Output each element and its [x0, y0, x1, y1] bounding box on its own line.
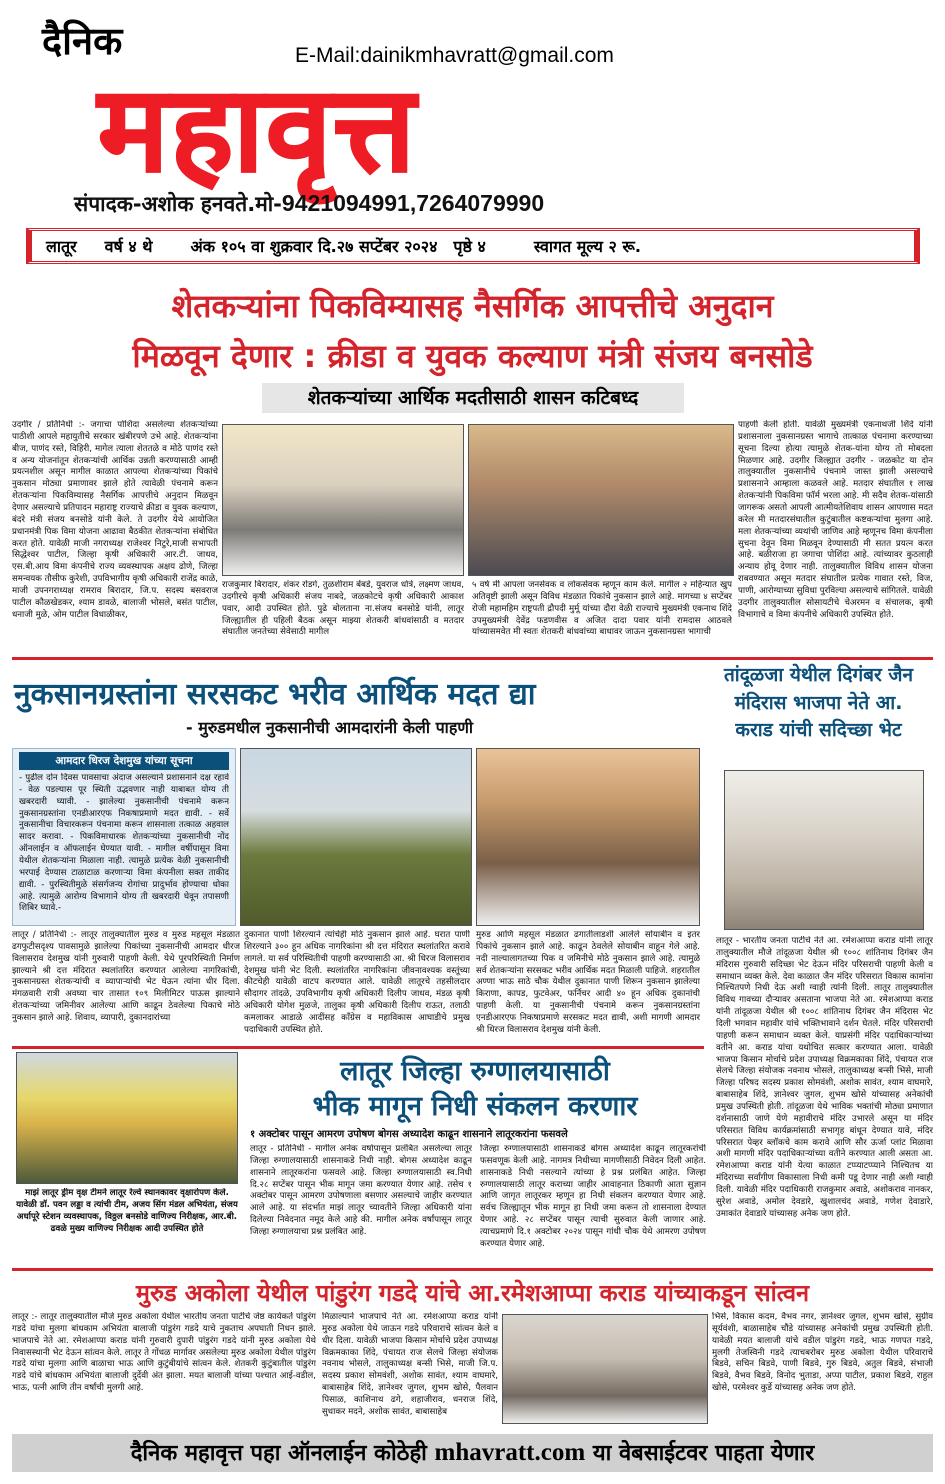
masthead-prefix: दैनिक: [42, 18, 123, 63]
story4-col2: जिल्हा रुग्णालयासाठी शासनाकडे बोगस अध्यादेश काढून लातूरकरांची फसवणूक केली आहे. नागमत्र निधीच्या मागणीसाठी निवेदन दिली आहेत. शासनाकडे निधी नसल्याने त्यांच्या हे प्रश्न प्रलंबित आहेत. जिल्हा रुग्णालयासाठी लातूर कराच्या जाहीर आवाहनात ठिकाणी आता सुज्ञान आणि जागृत लातूरकर म्हणून हा निधी संकलन करण्यात येणार आहे. सर्वच जिल्ह्यातून भीक मागून हा निधी जमा करून तो शासनाला देण्यात येणार आहे. २८ सप्टेंबर पासून त्याची सुरुवात केली जाणार आहे. त्याचप्रमाणे दि.१ अक्टोबर २०२४ पासून गांधी चौक येथे आमरण उपोषण करण्यात येणार आहे.: [480, 1144, 706, 1249]
story4-col1: लातूर - प्रतिनिधी - मागील अनेक वर्षापासून प्रलंबित असलेल्या लातूर जिल्हा रुग्णालयासाठी शासनाकडे निधी नाही. बोगस अध्यादेश काढून शासनाने लातूरकरांना फसवले आहे. जिल्हा रुग्णालयासाठी स्व.निधी दि.२८ सप्टेंबर पासून भीक मागून जमा करण्यात येणार आहे. तसेच १ अक्टोबर पासून आमरण उपोषणाला बसणार असल्याचे जाहीर करण्यात आले आहे. या संदर्भात माझं लातूर च्यावतीने जिल्हा अधिकारी यांना दिलेल्या निवेदनात नमूद केले आहे की. मागील अनेक वर्षांपासून लातूर जिल्हा रुग्णालयाचा प्रश्न प्रलंबित आहे.: [250, 1144, 472, 1238]
story2-sidebox-title: आमदार धिरज देशमुख यांच्या सूचना: [19, 752, 229, 770]
footer-suffix: या वेबसाईटवर पाहता येणार: [592, 1441, 815, 1466]
date-bar-price: स्वागत मूल्य २ रू.: [533, 237, 641, 256]
story2-sidebox-text: - पुढील दोन दिवस पावसाचा अंदाज असल्याने प्रशासनाने दक्ष रहावे - वेळ पडल्यास पूर स्थिती उद्भवणार नाही याबाबत योग्य ती खबरदारी घ्यावी. - झालेल्या नुकसानीची पंचनामे करून नुकसानग्रस्तांना एनडीआरएफ निकषाप्रमाणे मदत द्यावी. - सर्वे नुकसानीचा विचारकरून पंचनामा करून शासनाला तत्काळ अहवाल सादर करावा. - पिकविमाधारक शेतकऱ्यांच्या नुकसानीची नोंद ऑनलाईन व ऑफलाईन घेण्यात यावी. - मागील वर्षीपासून विमा येथील शेतकऱ्यांना मिळाला नाही. त्यामुळे प्रत्येक वेळी नुकसानीची भरपाई देण्यास टाळाटाळ करणाऱ्या विमा कंपनीला सक्त ताकीद द्यावी. - पुरस्थितीमुळे संसर्गजन्य रोगांचा प्रादुर्भाव होण्याचा धोका आहे. त्यामुळे आरोग्य विभागाने योग्य ती खबरदारी घेवून तपासणी शिबिर घ्यावे.-: [19, 773, 229, 914]
story5-col1: लातूर :- लातूर तालुक्यातील मौजे मुरुड अकोला येथील भारतीय जनता पार्टीचे जेष्ठ कार्यकर्ते पांडुरंग गडदे यांचा मुलगा बांधकाम अभियंता बालाजी पांडुरंग गडदे याचे नुकताच अपघाती निधन झाले. भाजपाचे नेते आ. रमेशआप्पा कराड यांनी गुरुवारी दुपारी पांडुरंग गडदे यांनी मुरुड अकोला येथे निवासस्थानी भेट देऊन सांत्वन केले. लातूर ते गोंधळ मार्गावर असलेल्या मुरुड अकोला येथील पांडुरंग गडदे यांचा मुलगा आणि बाळाचा भाऊ आणि कुटुंबीयांचे सांत्वन केले. शेतकरी कुटुंबातील पांडुरंग गडदे यांचे बांधकाम अभियंता बालाजी दुर्देवी अंत झाला. मयत बालाजी यांच्या पश्चात आई-वडील, भाऊ, पत्नी आणि तीन वर्षांची मुलगी आहे.: [12, 1312, 316, 1394]
divider-3: [12, 1268, 933, 1271]
masthead-email: E-Mail:dainikmhavratt@gmail.com: [295, 44, 614, 67]
story2-sidebox: [12, 748, 236, 926]
editor-phones: 9421094991,7264079990: [281, 190, 545, 216]
date-bar: [26, 228, 920, 264]
story3-headline-line3: कराड यांची सदिच्छा भेट: [735, 719, 902, 742]
story3-headline-line1: तांदूळजा येथील दिगंबर जैन: [723, 664, 914, 686]
story4-photo-station: [16, 1052, 238, 1184]
divider-2: [12, 1046, 704, 1049]
story3-photo-temple: [724, 770, 924, 930]
story2-col1: लातूर / प्रतिनिधी :- लातूर तालुक्यातील मुरुड व मुरुड महसूल मंडळात ढगफुटीसदृश्य पावसामुळे झालेल्या पिकांच्या नुकसानीची आमदार धीरज विलासराव देशमुख यांनी गुरुवारी पाहणी केली. येथे पूरपरिस्थिती निर्माण झाल्याने श्री दत्त मंदिरात स्थलांतरित करण्यात आलेल्या नागरिकांची, नुकसानग्रस्त शेतकऱ्यांची व व्यापाऱ्यांची भेट घेऊन त्यांना धीर दिला. मंगळवारी रात्री अवघ्या चार तासात १०९ मिलीमिटर पाऊस झाल्याने शेतकऱ्यांच्या जमिनीवर आलेल्या आणि काढून ठेवलेल्या पिकाचे मोठे नुकसान झाले आहे. शिवाय, व्यापारी, दुकानदारांच्या: [12, 930, 240, 1024]
story5-col2: मिळाल्याने भाजपाचे नेते आ. रमेशआप्पा कराड यांनी मुरुड अकोला येथे जाऊन गडदे परिवाराचे सांत्वन केले व धीर दिला. यावेळी भाजपा किसान मोर्चाचे प्रदेश उपाध्यक्ष विक्रमकाका शिंदे, पंचायत राज सेलचे जिल्हा संयोजक नवनाथ भोसले, तालुकाध्यक्ष बन्सी भिसे, माजी जि.प. सदस्य प्रकाश सोमवंशी, अशोक सावंत, श्याम वाघमारे, बाबासाहेब शिंदे, ज्ञानेश्वर जुगल, शुभम खोसे, पैलवान पिसाळ, काशिनाथ ढगे, शहाजीराव, धनराज शिंदे, सुधाकर मदने, अशोक सावंत, बाबासाहेब: [322, 1312, 498, 1417]
story3-headline: [704, 662, 933, 766]
story1-col1: उदगीर / प्रतिनिधी :- जगाचा पोशिंदा असलेल्या शेतकऱ्यांच्या पाठीशी आपले महायुतीचे सरकार खंबीरपणे उभे आहे. शेतकऱ्यांना बीज, पाणंद रस्ते, विहिरी, मागेल त्याला शेततळे व मोठे पाणंद रस्ते व अन्य योजनांतून शेतकऱ्यांची आर्थिक उन्नती करण्यासाठी आम्ही प्रयत्नशील असून मागील काळात आपल्या शेतकऱ्यांच्या पिकांचे नुकसान मोठ्या प्रमाणावर झाले होते त्यावेळी पंचनामे करून शेतकऱ्यांना पिकविम्यासह नैसर्गिक आपत्तीचे अनुदान मिळवून देणार असल्याचे प्रतिपादन महाराष्ट्र राज्याचे क्रीडा व युवक कल्याण, बंदरे मंत्री संजय बनसोडे यांनी केले. ते उदगीर येथे आयोजित प्रधानमंत्री पिक विमा योजना आढावा बैठकीत शेतकऱ्यांना संबोधित करत होते. यावेळी माजी नगराध्यक्ष राजेश्वर निटुरे,माजी सभापती सिद्धेश्वर पाटील, जिल्हा कृषी अधिकारी आर.टी. जाधव, एस.बी.आय विमा कंपनीचे राज्य व्यवस्थापक अक्षय ढोणे, जिल्हा समन्वयक तौसीफ कुरेशी, उपविभागीय कृषी अधिकारी राजेंद्र काळे, माजी उपनगराध्यक्ष रामराव बिरादार, जि.प. सदस्य बसवराज पाटील कौळखेडकर, श्याम डावळे, बालाजी भोसले, बसंत पाटील, धनाजी मुळे, ओम पाटील विधाळीकर,: [12, 420, 218, 620]
story1-photo-hall: [468, 424, 734, 576]
editor-label: संपादक-अशोक हनवते.मो-: [74, 192, 282, 216]
story1-subhead: शेतकऱ्यांच्या आर्थिक मदतीसाठी शासन कटिबध्द: [262, 383, 684, 413]
footer-banner: [12, 1434, 933, 1472]
story5-headline: मुरुड अकोला येथील पांडुरंग गडदे यांचे आ.रमेशआप्पा कराड यांच्याकडून सांत्वन: [135, 1279, 810, 1307]
story3-headline-line2: मंदिरास भाजपा नेते आ.: [734, 691, 903, 714]
footer-site-link[interactable]: mhavratt.com: [434, 1439, 586, 1466]
story3-text: लातूर - भारतीय जनता पार्टीचे नेते आ. रमेशआप्पा कराड यांनी लातूर तालुक्यातील मौजे तांदूळजा येथील श्री १००८ शांतिनाथ दिगंबर जैन मंदिरास गुरुवारी सदिच्छा भेट देऊन मंदिर परिसराची पाहणी केली व समाधान व्यक्त केले. देवा काळात जैन मंदिर परिसरात विकास कामांना निश्चितपणे निधी देऊ अशी ग्वाही त्यांनी दिली. लातूर तालुक्यातील विविध गावच्या दौऱ्यावर असताना भाजपा नेते आ. रमेशआप्पा कराड यांनी तांदूळजा येथील श्री १००८ शांतिनाथ दिगंबर जैन मंदिरास भेट दिली भगवान महावीर यांचे भक्तिभावाने दर्शन घेतले. मंदिर परिसराची पाहणी करून समाधान व्यक्त केले. याप्रसंगी मंदिर पदाधिकाऱ्यांच्या वतीने आ. कराड यांचा यथोचित सत्कार करण्यात आला. यावेळी भाजपा किसान मोर्चाचे प्रदेश उपाध्यक्ष विक्रमकाका शिंदे, पंचायत राज सेलचे जिल्हा संयोजक नवनाथ भोसले, तालुकाध्यक्ष बन्सी भिसे, माजी जिल्हा परिषद सदस्य प्रकाश सोमवंशी, अशोक सावंत, श्याम वाघमारे, बाबासाहेब शिंदे, ज्ञानेश्वर जुगल, शुभम खोसे यांच्यासह अनेकांची प्रमुख उपस्थिती होती. तांदूळजा येथे भाविक भक्तांची मोठ्या प्रमाणात दर्शनासाठी जाणे येणे महावीराचे मंदिर उभारले असून या मंदिर परिसरात विविध कार्यक्रमांसाठी सभागृह बांधून देण्यात यावे, मंदिर परिसरात पेव्हर ब्लॉकचे काम करावे आणि सौर ऊर्जा प्लांट मिळावा अशी मागणी मंदिर पदाधिकाऱ्यांच्या वतीने करण्यात आली असता आ. रमेशआप्पा कराड यांनी येत्या काळात टप्प्याटप्प्याने निश्चितच या मंदिराच्या सर्वांगीण विकासाला निधी कमी पडू देणार नाही अशी ग्वाही दिली. यावेळी मंदिर पदाधिकारी राजकुमार अवाडे, अशोकराव नानकर, सुरेश अवाडे, अमोल देवडारे, खुशालचंद अवाडे, गणेश देवाडारे, उमाकांत देवाडारे यांच्यासह अनेक जण होते.: [716, 936, 933, 1219]
story2-col3: मुरुड आणि महसूल मंडळात ढगातीलाडशी आलेले सोयाबीन व इतर पिकांचे नुकसान झाले आहे. काढून ठेवलेले सोयाबीन वाहून गेले आहे. नदी नाल्यालागतच्या पिक व जमिनीचे मोठे नुकसान झाले आहे. त्यामुळे सर्व शेतकऱ्यांना सरसकट भरीव आर्थिक मदत मिळाली पाहिजे. शहरातील अण्णा भाऊ साठे चौक येथील दुकानात पाणी शिरून नुकसान झालेल्या किराणा, कापड, फुटवेअर, फर्निचर आदी ४० हून अधिक दुकानांची पाहणी केली. या नुकसानीची पंचनामे करून नुकसानग्रस्तांना एनडीआरएफ निकषाप्रमाणे सरसकट मदत द्यावी, अशी मागणी आमदार श्री धिरज विलासराव देशमुख यांनी केली.: [476, 930, 700, 1035]
story2-headline: नुकसानग्रस्तांना सरसकट भरीव आर्थिक मदत द्या: [14, 677, 536, 712]
editor-line: [74, 190, 544, 218]
divider-1: [12, 657, 933, 660]
story1-headline-line2: मिळवून देणार : क्रीडा व युवक कल्याण मंत्री संजय बनसोडे: [132, 337, 813, 375]
date-bar-pages: पृष्ठे ४: [453, 237, 486, 256]
story4-subhead: १ अक्टोबर पासून आमरण उपोषण बोगस अध्यादेश काढून शासनाने लातूरकरांना फसवले: [250, 1129, 568, 1140]
story1-headline-line1: शेतकऱ्यांना पिकविम्यासह नैसर्गिक आपत्तीचे अनुदान: [171, 287, 774, 325]
story5-col3: भिसे, विकास कदम, वैभव नगर, ज्ञानेश्वर जुगल, शुभम खोसे, सुग्रीव सूर्यवंशी, बाळासाहेब चौंडे यांच्यासह अनेकांची प्रमुख उपस्थिती होती. यावेळी मयत बालाजी यांचे वडील पांडुरंग गडदे, भाऊ गणपत गडदे, मुलगी तेजस्विनी गडदे त्याचबरोबर मुरुड अकोला येथील परिवाराचे बिडवे, सचिन बिडवे, पाणी बिडवे, गुरु बिडवे, अतुल बिडवे, संभाजी बिडवे, वैभव बिडवे, विनोद भुताडा, अप्पा पाटील, प्रकाश बिडवे, राहुल खोसे, परमेश्वर कुर्डे यांच्यासह अनेक जण होते.: [712, 1312, 933, 1394]
story1-col4: पाहणी केली होती. यावेळी मुख्यमंत्री एकनाथजी शिंदे यांनी प्रशासनाला नुकसानग्रस्त भागाचे तात्काळ पंचनामा करण्याच्या सूचना दिल्या होत्या त्यामुळे शेतक-यांना योग्य तो मोबदला मिळणार आहे. उदगीर जिल्ह्यात उदगीर - जळकोट या दोन तालुक्यातील नुकसानीचे पंचनामे जास्त झाली असल्याचे प्रशासनाने आम्हाला कळवले आहे. मतदार संघातील १ लाख शेतकऱ्यांनी पिकविमा फॉर्म भरला आहे. मी सदैव शेतक-यांसाठी जागरूक असतो आपली आत्मीयतेशिवाय शासन आपणास मदत करेल मी मतदारसंघातील कुटुंबातील कष्टकऱ्यांचा मुलगा आहे. मला शेतकऱ्यांच्या व्यथांची जाणिव आहे म्हणूनच विमा कंपनीला सुचना देवून विमा मिळवून देण्यासाठी मी सतत प्रयत्न करत आहे. बळीराजा हा जगाचा पोशिंदा आहे. त्यांच्यावर कुठलाही अन्याय होवू देणार नाही. तालुक्यातील विविध शासन योजना राबवण्यात असून मतदार संघातील प्रत्येक गावात रस्ते, विज, पाणी, आरोग्याच्या सुविधा पुरविल्या असल्याचे सांगितले. यावेळी उदगीर तालुक्यातील सोसायटीचे चेअरमन व संचालक, कृषी विभागाचे व विमा कंपनीचे अधिकारी उपस्थित होते.: [738, 420, 933, 620]
date-bar-city: लातूर: [46, 237, 77, 256]
story1-col2: राजकुमार बिरादार, शंकर रोडगे, तुळशीराम बेंबडे, युवराज धोत्रे, लक्ष्मण जाधव, उदगीरचे कृषी अधिकारी संजय नाबदे, जळकोटचे कृषी अधिकारी आकाश पवार, आदी उपस्थित होते. पुढे बोलताना ना.संजय बनसोडे यांनी, लातूर जिल्ह्यातील ही पहिली बैठक असून माझ्या शेतकरी बांधवांसाठी व मतदार संघातील जनतेच्या सेवेसाठी मागील: [222, 580, 464, 638]
story2-photo-shop: [476, 748, 700, 926]
story4-photo-caption: माझं लातूर ड्रीम वृक्ष टीमने लातूर रेल्वे स्थानकावर वृक्षारोपण केले. यावेळी डॉ. पवन लड्डा व त्यांची टीम, अजय सिंग मंडल अभियंता, संजय अर्धापूरे स्टेशन व्यवस्थापक, विठ्ठल बनसोडे वाणिज्य निरीक्षक, आर.बी. ढवळे मुख्य वाणिज्य निरीक्षक आदी उपस्थित होते: [16, 1188, 238, 1234]
story5-photo-room: [502, 1314, 708, 1424]
date-bar-year: वर्ष ४ थे: [104, 237, 153, 256]
story2-col2: दुकानात पाणी शिरल्याने त्यांचेही मोठे नुकसान झाले आहे. घरात पाणी शिरल्याने ३०० हून अधिक नागरिकांना श्री दत्त मंदिरात स्थलांतरित करावे लागले. या सर्व परिस्थितीची पाहणी करण्यासाठी आ. श्री धिरज विलासराव देशमुख यांनी भेट दिली. स्थलांतरित नागरिकांना जीवनावश्यक वस्तूंच्या कीटचेही यावेळी वाटप करण्यात आले. यावेळी लातूरचे तहसीलदार सौदागर तांदळे, उपविभागीय कृषी अधिकारी दिलीप जाधव, मंडळ कृषी अधिकारी योगेश मुळजे, तालुका कृषी अधिकारी दिलीप राऊत, तलाठी कमलाकर आडाळे आदींसह काँग्रेस व महाविकास आघाडीचे प्रमुख पदाधिकारी उपस्थित होते.: [244, 930, 470, 1035]
date-bar-issue: अंक १०५ वा शुक्रवार दि.२७ सप्टेंबर २०२४: [190, 237, 438, 256]
story4-headline: [240, 1054, 710, 1124]
footer-text: दैनिक महावृत्त पहा ऑनलाईन कोठेही: [130, 1441, 427, 1466]
story2-photo-field: [240, 748, 472, 926]
story2-subhead: - मुरुडमधील नुकसानीची आमदारांनी केली पाहणी: [186, 718, 474, 737]
story1-col3: ५ वर्ष मी आपला जनसेवक व लोकसेवक म्हणून काम केले. मागील २ महिन्यात खुप अतिवृष्टी झाली असून विविध मंडळात पिकांचे नुकसान झाले आहे. मागच्या ४ सप्टेंबर रोजी महामहिम राष्ट्रपती द्रौपदी मुर्मू यांच्या दौरा वेळी राज्याचे मुख्यमंत्री एकनाथ शिंदे उपमुख्यमंत्री देवेंद्र फडणवीस व अजित दादा पवार यांनी रामदास आठवले यांच्यासमवेत मी स्वतः शेतकरी बांधवांच्या बाधावर जाऊन नुकसानग्रस्त भागाची: [472, 580, 732, 638]
masthead-logo: महावृत्त: [98, 60, 417, 198]
story1-photo-stage: [222, 424, 464, 576]
story4-headline-line1: लातूर जिल्हा रुग्णालयासाठी: [340, 1056, 610, 1087]
story4-headline-line2: भीक मागून निधी संकलन करणार: [312, 1091, 638, 1123]
